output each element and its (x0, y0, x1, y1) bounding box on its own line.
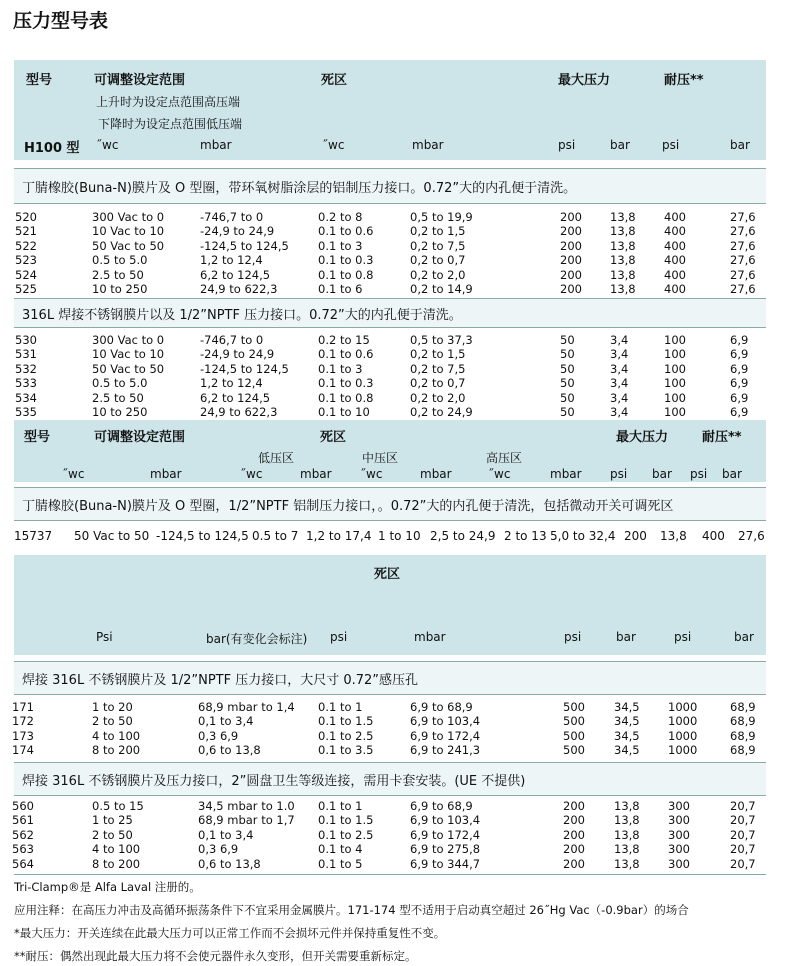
col-maxpressure-header: 最大压力 (616, 430, 669, 445)
cell-maxp-psi: 200 (560, 238, 582, 253)
cell-proof-bar: 27,6 (730, 224, 756, 239)
unit-label: mbar (150, 467, 182, 481)
cell-range-wc: 2 to 50 (92, 827, 133, 842)
cell-deadband-wc: 0.1 to 3.5 (318, 743, 374, 758)
section-buna-n-microswitch: 丁腈橡胶(Buna-N)膜片及 O 型圈，1/2”NPTF 铝制压力接口，。0.72”大的内孔便于清洗，包括微动开关可调死区 (14, 487, 766, 521)
unit-psi: psi (330, 630, 348, 644)
cell-maxp-psi: 200 (563, 827, 585, 842)
cell-model: 563 (12, 842, 34, 857)
cell-proof-psi: 1000 (668, 743, 698, 758)
unit-label: ˝wc (488, 467, 511, 481)
cell-maxp-bar: 13,8 (614, 842, 640, 857)
cell-range-mbar: 6,2 to 124,5 (200, 267, 271, 282)
cell-deadband-mbar: 0,2 to 7,5 (410, 361, 466, 376)
cell-range-mbar: 1,2 to 12,4 (200, 253, 263, 268)
unit-bar: bar(有变化会标注) (206, 632, 308, 646)
cell-deadband-mbar: 0,2 to 0,7 (410, 253, 466, 268)
table-row (0, 813, 790, 827)
section-316l-npt: 焊接 316L 不锈钢膜片及 1/2”NPTF 压力接口，大尺寸 0.72”感压孔 (14, 661, 766, 695)
cell-proof-psi: 100 (664, 333, 686, 347)
cell-range-mbar: -24,9 to 24,9 (200, 224, 275, 239)
cell-proof-psi: 300 (668, 842, 690, 857)
note-triclamp: Tri-Clamp®是 Alfa Laval 注册的。 (14, 880, 201, 894)
note-max-pressure: *最大压力：开关连续在此最大压力可以正常工作而不会损坏元件并保持重复性不变。 (14, 926, 446, 940)
unit-psi: psi (674, 630, 692, 644)
cell-deadband-wc: 0.1 to 3 (318, 238, 363, 253)
cell-deadband-mbar: 0,2 to 0,7 (410, 376, 466, 391)
cell-range-mbar: 34,5 mbar to 1.0 (198, 799, 295, 813)
cell-deadband-mbar: 0,2 to 2,0 (410, 390, 466, 405)
cell-deadband-mbar: 6,9 to 344,7 (410, 856, 481, 871)
cell-deadband-mbar: 6,9 to 241,3 (410, 743, 481, 758)
cell-deadband-wc: 0.1 to 1 (318, 700, 363, 714)
cell-range-mbar: 0,1 to 3,4 (198, 714, 254, 729)
table-cell: 2 to 13 (504, 529, 547, 543)
table-cell: 15737 (14, 529, 53, 543)
cell-deadband-mbar: 0,5 to 19,9 (410, 210, 473, 224)
table-row (0, 268, 790, 282)
table1-header (14, 60, 766, 160)
cell-deadband-mbar: 6,9 to 68,9 (410, 700, 473, 714)
table-cell: 13,8 (660, 529, 687, 543)
table-row (0, 799, 790, 813)
cell-proof-psi: 400 (664, 267, 686, 282)
cell-proof-bar: 27,6 (730, 282, 756, 296)
cell-maxp-psi: 200 (563, 856, 585, 871)
cell-range-wc: 10 to 250 (92, 405, 148, 419)
cell-maxp-bar: 13,8 (610, 210, 636, 224)
table-cell: 1 to 10 (378, 529, 421, 543)
cell-deadband-wc: 0.1 to 0.3 (318, 253, 374, 268)
cell-range-mbar: -746,7 to 0 (200, 333, 264, 347)
cell-proof-psi: 100 (664, 405, 686, 419)
cell-maxp-psi: 50 (560, 361, 575, 376)
cell-maxp-bar: 13,8 (614, 827, 640, 842)
unit-mbar: mbar (414, 630, 446, 644)
range-note-rising: 上升时为设定点范围高压端 (96, 95, 241, 109)
table2-header (14, 420, 766, 482)
table-row (0, 700, 790, 714)
zone-low-label: 低压区 (258, 451, 295, 465)
cell-range-wc: 4 to 100 (92, 842, 141, 857)
cell-deadband-wc: 0.2 to 8 (318, 210, 363, 224)
cell-model: 525 (15, 282, 37, 296)
cell-model: 171 (12, 700, 34, 714)
unit-label: mbar (420, 467, 452, 481)
cell-deadband-wc: 0.1 to 0.8 (318, 390, 374, 405)
zone-mid-label: 中压区 (362, 451, 399, 465)
cell-maxp-bar: 13,8 (610, 282, 636, 296)
cell-maxp-bar: 34,5 (614, 714, 640, 729)
cell-deadband-wc: 0.2 to 15 (318, 333, 370, 347)
cell-proof-bar: 27,6 (730, 238, 756, 253)
cell-proof-bar: 27,6 (730, 210, 756, 224)
cell-proof-bar: 6,9 (730, 390, 749, 405)
cell-proof-psi: 300 (668, 827, 690, 842)
cell-maxp-psi: 50 (560, 333, 575, 347)
table-row (0, 857, 790, 871)
cell-model: 173 (12, 728, 34, 743)
unit-label: psi (690, 467, 708, 481)
unit-label: mbar (300, 467, 332, 481)
table-row (0, 714, 790, 728)
cell-deadband-mbar: 6,9 to 275,8 (410, 842, 481, 857)
cell-maxp-bar: 3,4 (610, 376, 629, 391)
table-row (0, 239, 790, 253)
series-label: H100 型 (24, 141, 80, 156)
col-deadband-header: 死区 (321, 73, 348, 88)
table-cell: 2,5 to 24,9 (430, 529, 496, 543)
cell-maxp-bar: 34,5 (614, 728, 640, 743)
cell-deadband-wc: 0.1 to 1.5 (318, 813, 374, 828)
cell-maxp-psi: 50 (560, 376, 575, 391)
table-cell: 5,0 to 32,4 (550, 529, 616, 543)
cell-maxp-psi: 50 (560, 390, 575, 405)
cell-proof-psi: 400 (664, 210, 686, 224)
cell-maxp-bar: 13,8 (610, 253, 636, 268)
cell-maxp-psi: 200 (560, 253, 582, 268)
cell-proof-bar: 68,9 (730, 714, 756, 729)
unit-mbar: mbar (412, 138, 444, 152)
table-row (0, 210, 790, 224)
cell-maxp-bar: 34,5 (614, 743, 640, 758)
cell-range-wc: 300 Vac to 0 (92, 333, 165, 347)
cell-maxp-psi: 200 (563, 842, 585, 857)
cell-maxp-psi: 200 (560, 267, 582, 282)
col-deadband-header: 死区 (320, 430, 347, 445)
table-row (0, 828, 790, 842)
cell-proof-bar: 68,9 (730, 728, 756, 743)
cell-deadband-wc: 0.1 to 2.5 (318, 728, 374, 743)
cell-range-wc: 10 Vac to 10 (92, 347, 165, 362)
unit-psi: Psi (96, 630, 113, 644)
cell-proof-bar: 27,6 (730, 253, 756, 268)
table-bottom-rule (14, 874, 766, 875)
table-row (0, 405, 790, 419)
cell-range-wc: 2.5 to 50 (92, 267, 144, 282)
table-row (0, 333, 790, 347)
unit-wc: ˝wc (96, 138, 119, 152)
cell-model: 532 (15, 361, 37, 376)
cell-range-wc: 1 to 25 (92, 813, 133, 828)
cell-range-mbar: 68,9 mbar to 1,7 (198, 813, 295, 828)
cell-model: 172 (12, 714, 34, 729)
table-row (0, 224, 790, 238)
cell-range-mbar: -24,9 to 24,9 (200, 347, 275, 362)
cell-maxp-bar: 34,5 (614, 700, 640, 714)
cell-maxp-psi: 200 (563, 813, 585, 828)
unit-psi: psi (558, 138, 576, 152)
col-deadband-header: 死区 (374, 567, 401, 582)
col-model-header: 型号 (24, 430, 51, 445)
unit-bar: bar (610, 138, 630, 152)
cell-model: 562 (12, 827, 34, 842)
cell-range-mbar: -746,7 to 0 (200, 210, 264, 224)
cell-model: 174 (12, 743, 34, 758)
unit-bar: bar (616, 630, 636, 644)
cell-maxp-psi: 200 (560, 210, 582, 224)
cell-proof-psi: 1000 (668, 714, 698, 729)
unit-psi: psi (564, 630, 582, 644)
col-model-header: 型号 (26, 73, 53, 88)
cell-model: 564 (12, 856, 34, 871)
cell-proof-bar: 20,7 (730, 799, 756, 813)
cell-proof-bar: 20,7 (730, 856, 756, 871)
cell-proof-psi: 300 (668, 799, 690, 813)
cell-maxp-psi: 200 (563, 799, 585, 813)
cell-range-mbar: -124,5 to 124,5 (200, 361, 289, 376)
table3-header (14, 555, 766, 655)
cell-proof-psi: 400 (664, 282, 686, 296)
cell-deadband-mbar: 0,2 to 1,5 (410, 224, 466, 239)
cell-maxp-bar: 13,8 (614, 856, 640, 871)
unit-mbar: mbar (200, 138, 232, 152)
col-proof-header: 耐压** (702, 430, 742, 445)
cell-maxp-psi: 500 (563, 728, 585, 743)
unit-wc: ˝wc (322, 138, 345, 152)
table-row (0, 743, 790, 757)
cell-maxp-psi: 200 (560, 282, 582, 296)
cell-deadband-wc: 0.1 to 6 (318, 282, 363, 296)
cell-range-wc: 10 Vac to 10 (92, 224, 165, 239)
col-range-header: 可调整设定范围 (94, 73, 186, 88)
unit-bar: bar (730, 138, 750, 152)
col-range-header: 可调整设定范围 (94, 430, 186, 445)
cell-model: 533 (15, 376, 37, 391)
cell-range-mbar: 6,2 to 124,5 (200, 390, 271, 405)
cell-proof-bar: 68,9 (730, 743, 756, 758)
cell-proof-psi: 400 (664, 238, 686, 253)
cell-proof-psi: 100 (664, 361, 686, 376)
cell-deadband-mbar: 0,5 to 37,3 (410, 333, 473, 347)
table-cell: 400 (702, 529, 725, 543)
cell-model: 535 (15, 405, 37, 419)
table-row (0, 376, 790, 390)
cell-deadband-wc: 0.1 to 0.6 (318, 224, 374, 239)
unit-label: ˝wc (360, 467, 383, 481)
cell-deadband-wc: 0.1 to 5 (318, 856, 363, 871)
cell-deadband-mbar: 6,9 to 103,4 (410, 714, 481, 729)
cell-model: 560 (12, 799, 34, 813)
cell-range-wc: 10 to 250 (92, 282, 148, 296)
cell-model: 523 (15, 253, 37, 268)
table-cell: 1,2 to 17,4 (306, 529, 372, 543)
table-row (0, 729, 790, 743)
cell-deadband-mbar: 6,9 to 172,4 (410, 827, 481, 842)
cell-range-mbar: 0,3 6,9 (198, 728, 239, 743)
cell-deadband-wc: 0.1 to 0.8 (318, 267, 374, 282)
cell-maxp-psi: 500 (563, 700, 585, 714)
cell-maxp-bar: 3,4 (610, 361, 629, 376)
cell-maxp-psi: 50 (560, 347, 575, 362)
section-buna-n-aluminum: 丁腈橡胶(Buna-N)膜片及 O 型圈，带环氧树脂涂层的铝制压力接口。0.72”大的内孔便于清洗。 (14, 168, 766, 204)
cell-range-wc: 2 to 50 (92, 714, 133, 729)
unit-label: mbar (550, 467, 582, 481)
cell-deadband-mbar: 0,2 to 2,0 (410, 267, 466, 282)
cell-range-wc: 300 Vac to 0 (92, 210, 165, 224)
cell-model: 522 (15, 238, 37, 253)
cell-range-wc: 8 to 200 (92, 743, 141, 758)
cell-range-wc: 1 to 20 (92, 700, 133, 714)
cell-proof-psi: 400 (664, 253, 686, 268)
cell-range-wc: 4 to 100 (92, 728, 141, 743)
cell-deadband-wc: 0.1 to 2.5 (318, 827, 374, 842)
cell-range-mbar: 0,3 6,9 (198, 842, 239, 857)
cell-range-wc: 50 Vac to 50 (92, 238, 165, 253)
unit-bar: bar (734, 630, 754, 644)
cell-model: 524 (15, 267, 37, 282)
cell-maxp-bar: 13,8 (610, 224, 636, 239)
cell-maxp-psi: 500 (563, 714, 585, 729)
table-row (0, 842, 790, 856)
cell-proof-psi: 1000 (668, 728, 698, 743)
cell-range-mbar: 1,2 to 12,4 (200, 376, 263, 391)
unit-label: ˝wc (62, 467, 85, 481)
cell-range-mbar: 0,6 to 13,8 (198, 856, 261, 871)
zone-high-label: 高压区 (486, 451, 523, 465)
cell-deadband-mbar: 6,9 to 172,4 (410, 728, 481, 743)
cell-maxp-bar: 3,4 (610, 347, 629, 362)
table-row (0, 391, 790, 405)
cell-range-mbar: 24,9 to 622,3 (200, 405, 278, 419)
cell-maxp-psi: 200 (560, 224, 582, 239)
page-title: 压力型号表 (13, 10, 109, 32)
table-row (0, 282, 790, 296)
cell-proof-bar: 20,7 (730, 842, 756, 857)
cell-deadband-wc: 0.1 to 1.5 (318, 714, 374, 729)
cell-deadband-wc: 0.1 to 0.3 (318, 376, 374, 391)
col-proof-header: 耐压** (664, 73, 704, 88)
cell-proof-bar: 20,7 (730, 813, 756, 828)
col-maxpressure-header: 最大压力 (558, 73, 611, 88)
cell-range-wc: 50 Vac to 50 (92, 361, 165, 376)
cell-maxp-bar: 13,8 (610, 267, 636, 282)
cell-proof-bar: 20,7 (730, 827, 756, 842)
note-proof-pressure: **耐压：偶然出现此最大压力将不会使元器件永久变形，但开关需要重新标定。 (14, 949, 417, 963)
cell-maxp-bar: 3,4 (610, 390, 629, 405)
table-row (0, 529, 790, 543)
cell-proof-bar: 6,9 (730, 333, 749, 347)
cell-model: 520 (15, 210, 37, 224)
cell-maxp-bar: 13,8 (610, 238, 636, 253)
cell-proof-bar: 6,9 (730, 376, 749, 391)
cell-range-wc: 8 to 200 (92, 856, 141, 871)
cell-model: 521 (15, 224, 37, 239)
cell-model: 561 (12, 813, 34, 828)
section-316l-sanitary: 焊接 316L 不锈钢膜片及压力接口，2”圆盘卫生等级连接，需用卡套安装。(UE 不提供) (14, 762, 766, 796)
table-cell: 0.5 to 7 (252, 529, 299, 543)
cell-deadband-mbar: 0,2 to 1,5 (410, 347, 466, 362)
cell-model: 531 (15, 347, 37, 362)
cell-proof-psi: 400 (664, 224, 686, 239)
unit-label: bar (652, 467, 672, 481)
cell-range-wc: 2.5 to 50 (92, 390, 144, 405)
cell-deadband-mbar: 6,9 to 103,4 (410, 813, 481, 828)
table-row (0, 362, 790, 376)
cell-maxp-bar: 3,4 (610, 405, 629, 419)
cell-maxp-bar: 13,8 (614, 813, 640, 828)
cell-deadband-mbar: 0,2 to 7,5 (410, 238, 466, 253)
cell-range-mbar: 24,9 to 622,3 (200, 282, 278, 296)
cell-maxp-psi: 50 (560, 405, 575, 419)
cell-proof-psi: 100 (664, 376, 686, 391)
unit-psi: psi (662, 138, 680, 152)
cell-range-wc: 0.5 to 5.0 (92, 376, 148, 391)
cell-maxp-bar: 13,8 (614, 799, 640, 813)
cell-range-mbar: -124,5 to 124,5 (200, 238, 289, 253)
cell-deadband-wc: 0.1 to 1 (318, 799, 363, 813)
section-316l-welded: 316L 焊接不锈钢膜片以及 1/2”NPTF 压力接口。0.72”大的内孔便于清洗。 (14, 298, 766, 328)
cell-proof-bar: 27,6 (730, 267, 756, 282)
cell-deadband-wc: 0.1 to 4 (318, 842, 363, 857)
cell-range-wc: 0.5 to 15 (92, 799, 144, 813)
table-row (0, 347, 790, 361)
table-row (0, 253, 790, 267)
cell-deadband-wc: 0.1 to 0.6 (318, 347, 374, 362)
table-cell: 27,6 (738, 529, 765, 543)
cell-proof-bar: 6,9 (730, 347, 749, 362)
unit-label: ˝wc (240, 467, 263, 481)
cell-deadband-mbar: 0,2 to 14,9 (410, 282, 473, 296)
cell-proof-psi: 300 (668, 856, 690, 871)
range-note-falling: 下降时为设定点范围低压端 (98, 117, 243, 131)
cell-proof-bar: 68,9 (730, 700, 756, 714)
cell-maxp-bar: 3,4 (610, 333, 629, 347)
cell-proof-psi: 100 (664, 390, 686, 405)
cell-range-wc: 0.5 to 5.0 (92, 253, 148, 268)
table-cell: 200 (624, 529, 647, 543)
cell-range-mbar: 0,1 to 3,4 (198, 827, 254, 842)
unit-label: psi (610, 467, 628, 481)
cell-proof-psi: 300 (668, 813, 690, 828)
cell-deadband-mbar: 0,2 to 24,9 (410, 405, 473, 419)
unit-label: bar (722, 467, 742, 481)
cell-proof-bar: 6,9 (730, 405, 749, 419)
cell-proof-psi: 1000 (668, 700, 698, 714)
table-cell: 50 Vac to 50 (74, 529, 150, 543)
cell-model: 534 (15, 390, 37, 405)
cell-deadband-mbar: 6,9 to 68,9 (410, 799, 473, 813)
cell-model: 530 (15, 333, 37, 347)
cell-proof-bar: 6,9 (730, 361, 749, 376)
cell-maxp-psi: 500 (563, 743, 585, 758)
table-cell: -124,5 to 124,5 (156, 529, 249, 543)
cell-range-mbar: 0,6 to 13,8 (198, 743, 261, 758)
cell-range-mbar: 68,9 mbar to 1,4 (198, 700, 295, 714)
note-application: 应用注释：在高压力冲击及高循环振荡条件下不宜采用金属膜片。171-174 型不适用于启动真空超过 26˝Hg Vac（-0.9bar）的场合 (14, 903, 689, 917)
cell-deadband-wc: 0.1 to 10 (318, 405, 370, 419)
cell-proof-psi: 100 (664, 347, 686, 362)
cell-deadband-wc: 0.1 to 3 (318, 361, 363, 376)
